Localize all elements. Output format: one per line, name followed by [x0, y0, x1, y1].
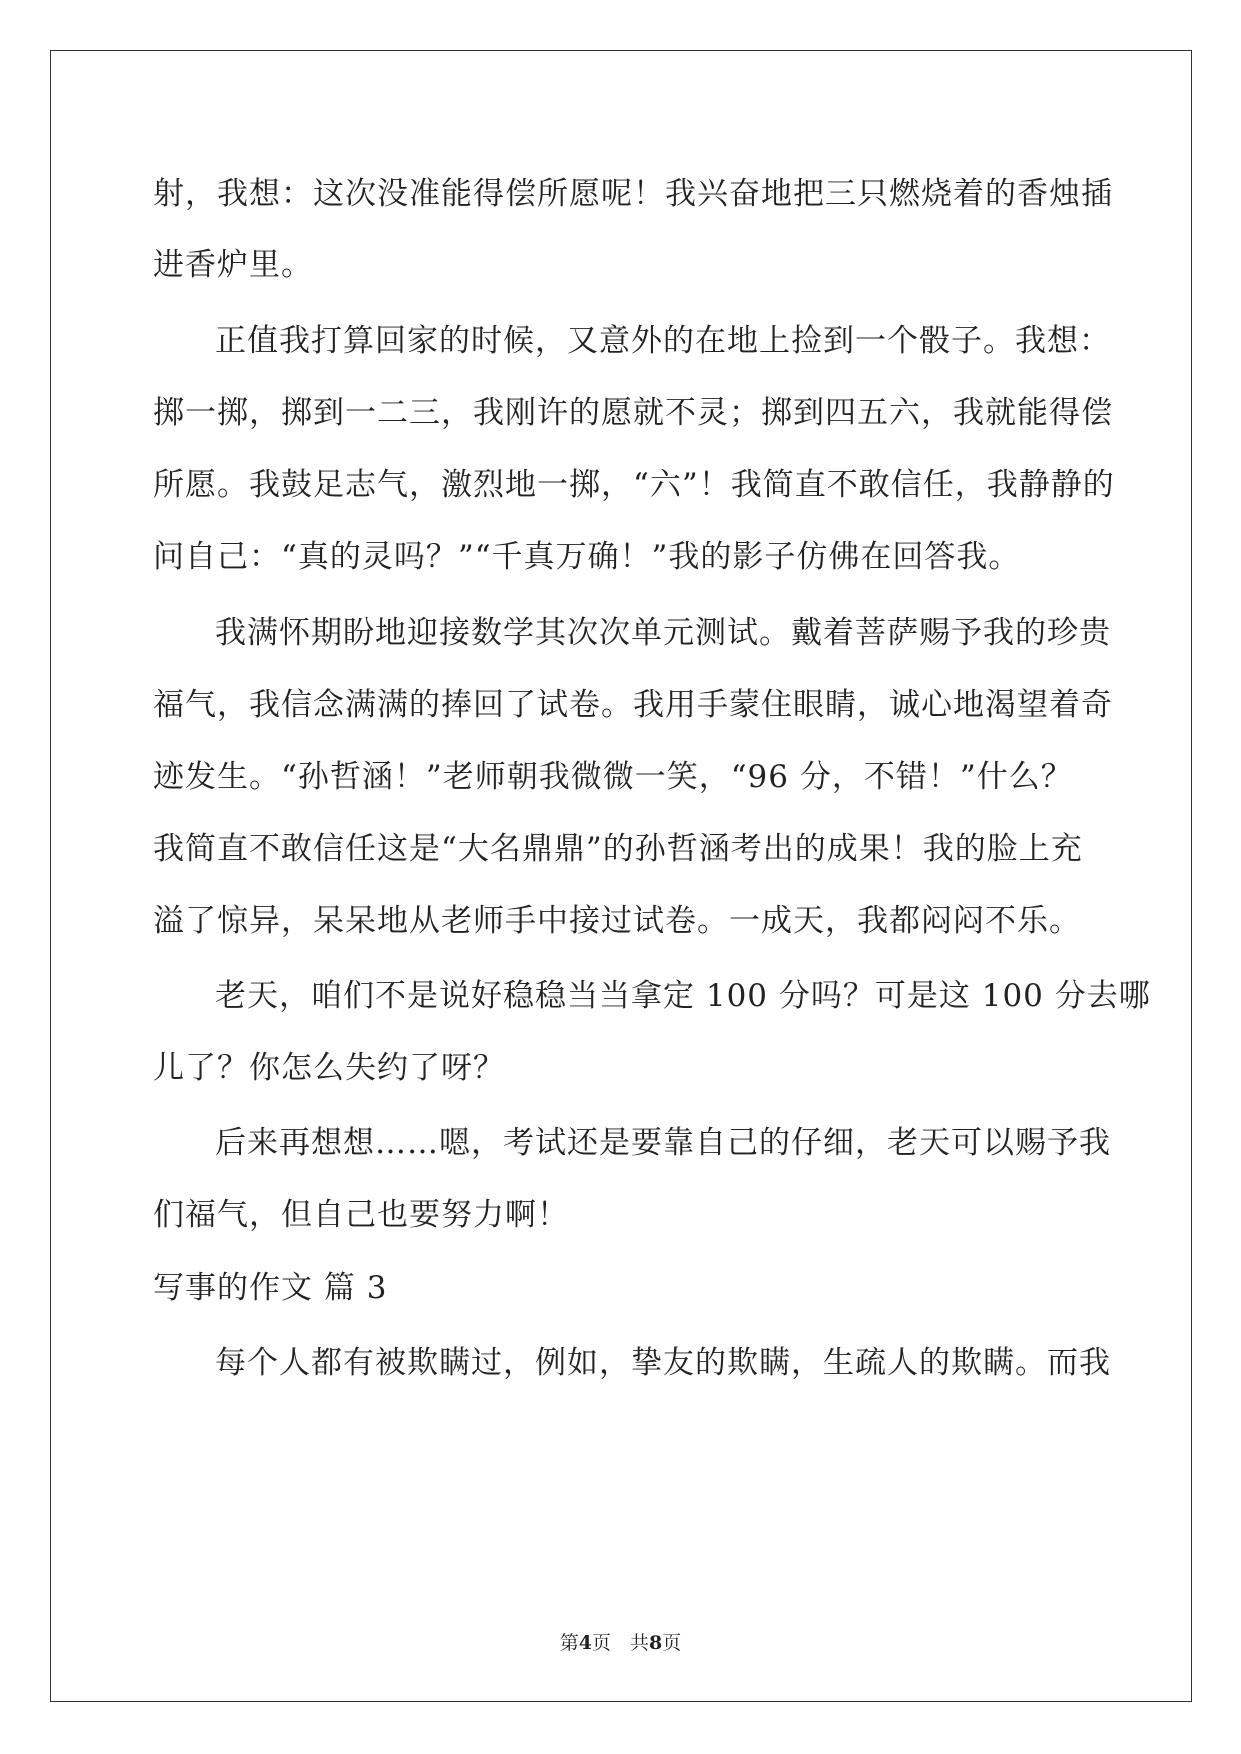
text-line: 问自己：“真的灵吗？”“千真万确！”我的影子仿佛在回答我。: [153, 539, 1021, 575]
text-line: 老天，咱们不是说好稳稳当当拿定 100 分吗？可是这 100 分去哪: [215, 978, 1151, 1014]
section-heading: 写事的作文 篇 3: [153, 1270, 388, 1306]
text-line: 掷一掷，掷到一二三，我刚许的愿就不灵；掷到四五六，我就能得偿: [153, 395, 1113, 431]
text-line: 我满怀期盼地迎接数学其次次单元测试。戴着菩萨赐予我的珍贵: [215, 615, 1111, 651]
text-line: 福气，我信念满满的捧回了试卷。我用手蒙住眼睛，诚心地渴望着奇: [153, 687, 1113, 723]
footer-total-pages: 8: [649, 1632, 663, 1654]
page-footer: [0, 1628, 1241, 1655]
text-line: 们福气，但自己也要努力啊！: [153, 1197, 569, 1233]
text-line: 正值我打算回家的时候，又意外的在地上捡到一个骰子。我想：: [215, 323, 1111, 359]
text-line: 溢了惊异，呆呆地从老师手中接过试卷。一成天，我都闷闷不乐。: [153, 903, 1081, 939]
footer-page-number: 4: [578, 1632, 592, 1654]
text-line: 后来再想想……嗯，考试还是要靠自己的仔细，老天可以赐予我: [215, 1125, 1111, 1161]
page-border: [50, 50, 1192, 1702]
text-line: 射，我想：这次没准能得偿所愿呢！我兴奋地把三只燃烧着的香烛插: [153, 176, 1113, 212]
text-line: 儿了？你怎么失约了呀？: [153, 1050, 505, 1086]
footer-suffix: 页: [662, 1632, 682, 1654]
text-line: 进香炉里。: [153, 247, 313, 283]
text-line: 每个人都有被欺瞒过，例如，挚友的欺瞒，生疏人的欺瞒。而我: [215, 1345, 1111, 1381]
text-line: 迹发生。“孙哲涵！”老师朝我微微一笑，“96 分，不错！”什么？: [153, 759, 1073, 795]
text-line: 所愿。我鼓足志气，激烈地一掷，“六”！我简直不敢信任，我静静的: [153, 467, 1115, 503]
text-line: 我简直不敢信任这是“大名鼎鼎”的孙哲涵考出的成果！我的脸上充: [153, 831, 1083, 867]
footer-mid: 页 共: [591, 1632, 649, 1654]
footer-prefix: 第: [559, 1632, 579, 1654]
